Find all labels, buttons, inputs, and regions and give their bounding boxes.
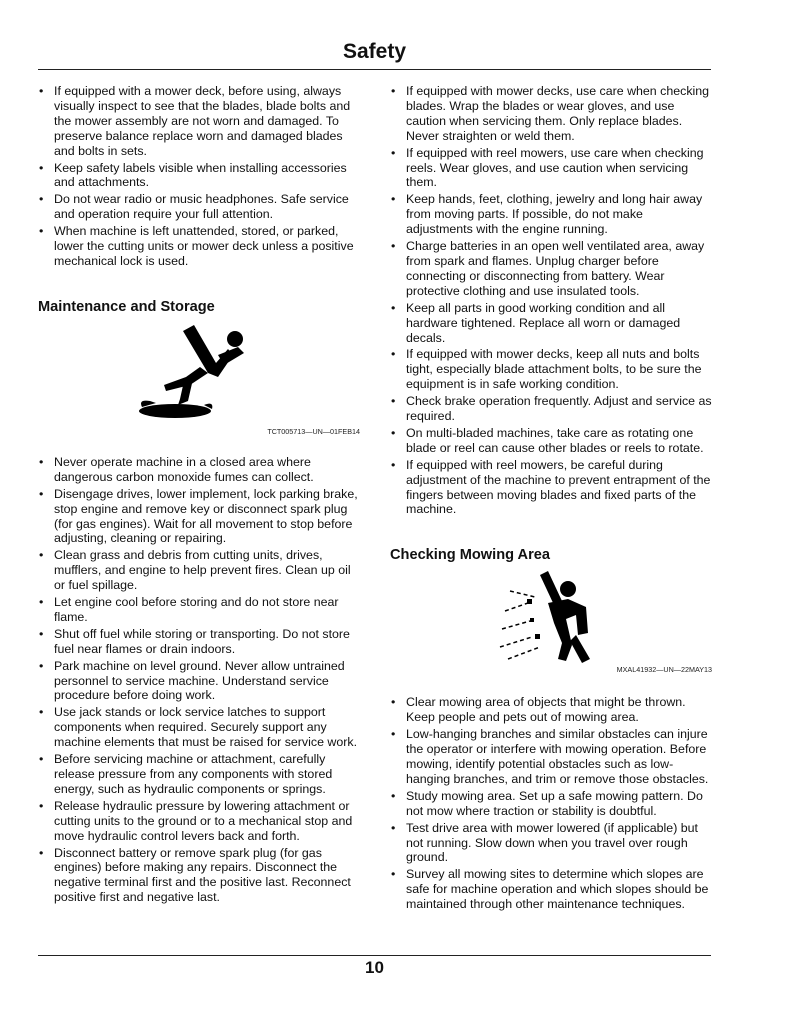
maintenance-bullet-list (38, 455, 360, 905)
intro-bullet-list (38, 84, 360, 269)
list-item: • Disengage drives, lower implement, lock parking brake, stop engine and remove key or disconnect spark plug (for gas engines). Wait for all movement to stop before adjusting, cleaning or repairing. (38, 487, 360, 547)
header-rule (38, 69, 711, 70)
list-item: • Test drive area with mower lowered (if applicable) but not running. Slow down when you travel over rough ground. (390, 821, 712, 866)
list-item: • Use jack stands or lock service latches to support components when required. Securely support any machine elements that must be raised for service work. (38, 705, 360, 750)
list-item: • Survey all mowing sites to determine which slopes are safe for machine operation and which slopes should be maintained through other maintenance techniques. (390, 867, 712, 912)
right-column (390, 84, 712, 914)
figure-caption: TCT005713—UN—01FEB14 (267, 426, 360, 436)
list-item: • Shut off fuel while storing or transporting. Do not store fuel near flames or drain indoors. (38, 627, 360, 657)
list-item: • Charge batteries in an open well ventilated area, away from spark and flames. Unplug charger before connecting or disconnecting from battery. Wear protective clothing and use insulated tools. (390, 239, 712, 299)
list-item: • Disconnect battery or remove spark plug (for gas engines) before making any repairs. Disconnect the negative terminal first and the positive last. Reconnect positive first and negative last. (38, 846, 360, 906)
list-item: • If equipped with mower decks, keep all nuts and bolts tight, especially blade attachment bolts, to be sure the equipment is in safe working condition. (390, 347, 712, 392)
maintenance-figure (38, 315, 360, 443)
list-item: • Before servicing machine or attachment, carefully release pressure from any components with stored energy, such as hydraulic components or springs. (38, 752, 360, 797)
section-heading-maintenance: Maintenance and Storage (38, 298, 215, 315)
list-item: • On multi-bladed machines, take care as rotating one blade or reel can cause other blades or reels to rotate. (390, 426, 712, 456)
list-item: • Low-hanging branches and similar obstacles can injure the operator or interfere with mowing operation. Before mowing, identify potential obstacles such as low-hanging branches, and trim or remove those obstacles. (390, 727, 712, 787)
list-item: • If equipped with reel mowers, be careful during adjustment of the machine to prevent entrapment of the fingers between moving blades and fixed parts of the machine. (390, 458, 712, 518)
section-heading-mowing-area: Checking Mowing Area (390, 547, 551, 564)
right-bullet-list (390, 84, 712, 517)
list-item: • If equipped with reel mowers, use care when checking reels. Wear gloves, and use caution when servicing them. (390, 146, 712, 191)
list-item: • Do not wear radio or music headphones. Safe service and operation require your full attention. (38, 192, 360, 222)
list-item: • If equipped with mower decks, use care when checking blades. Wrap the blades or wear gloves, and use caution when servicing them. Only replace blades. Never straighten or weld them. (390, 84, 712, 144)
list-item: • Let engine cool before storing and do not store near flame. (38, 595, 360, 625)
list-item: • Keep all parts in good working condition and all hardware tightened. Replace all worn or damaged decals. (390, 301, 712, 346)
list-item: • Keep safety labels visible when installing accessories and attachments. (38, 161, 360, 191)
list-item: • Study mowing area. Set up a safe mowing pattern. Do not mow where traction or stability is doubtful. (390, 789, 712, 819)
left-column (38, 84, 360, 907)
footer-rule (38, 955, 711, 956)
list-item: • Clear mowing area of objects that might be thrown. Keep people and pets out of mowing area. (390, 695, 712, 725)
list-item: • Never operate machine in a closed area where dangerous carbon monoxide fumes can collect. (38, 455, 360, 485)
list-item: • Clean grass and debris from cutting units, drives, mufflers, and engine to help prevent fires. Clean up oil or fuel spillage. (38, 548, 360, 593)
list-item: • Check brake operation frequently. Adjust and service as required. (390, 394, 712, 424)
list-item: • Keep hands, feet, clothing, jewelry and long hair away from moving parts. If possible, do not make adjustments with the engine running. (390, 192, 712, 237)
thrown-object-hazard-icon (390, 563, 712, 673)
slip-fall-hazard-icon (38, 315, 360, 433)
figure-caption: MXAL41932—UN—22MAY13 (616, 665, 712, 675)
mowing-area-figure (390, 563, 712, 683)
page-title: Safety (342, 40, 407, 63)
list-item: • Release hydraulic pressure by lowering attachment or cutting units to the ground or to a mechanical stop and move hydraulic control levers back and forth. (38, 799, 360, 844)
page-number: 10 (365, 958, 384, 977)
list-item: • If equipped with a mower deck, before using, always visually inspect to see that the blades, blade bolts and the mower assembly are not worn and damaged. To preserve balance replace worn and damaged blades and bolts in sets. (38, 84, 360, 159)
list-item: • When machine is left unattended, stored, or parked, lower the cutting units or mower deck unless a positive mechanical lock is used. (38, 224, 360, 269)
mowing-area-bullet-list (390, 695, 712, 912)
list-item: • Park machine on level ground. Never allow untrained personnel to service machine. Understand service procedure before doing work. (38, 659, 360, 704)
